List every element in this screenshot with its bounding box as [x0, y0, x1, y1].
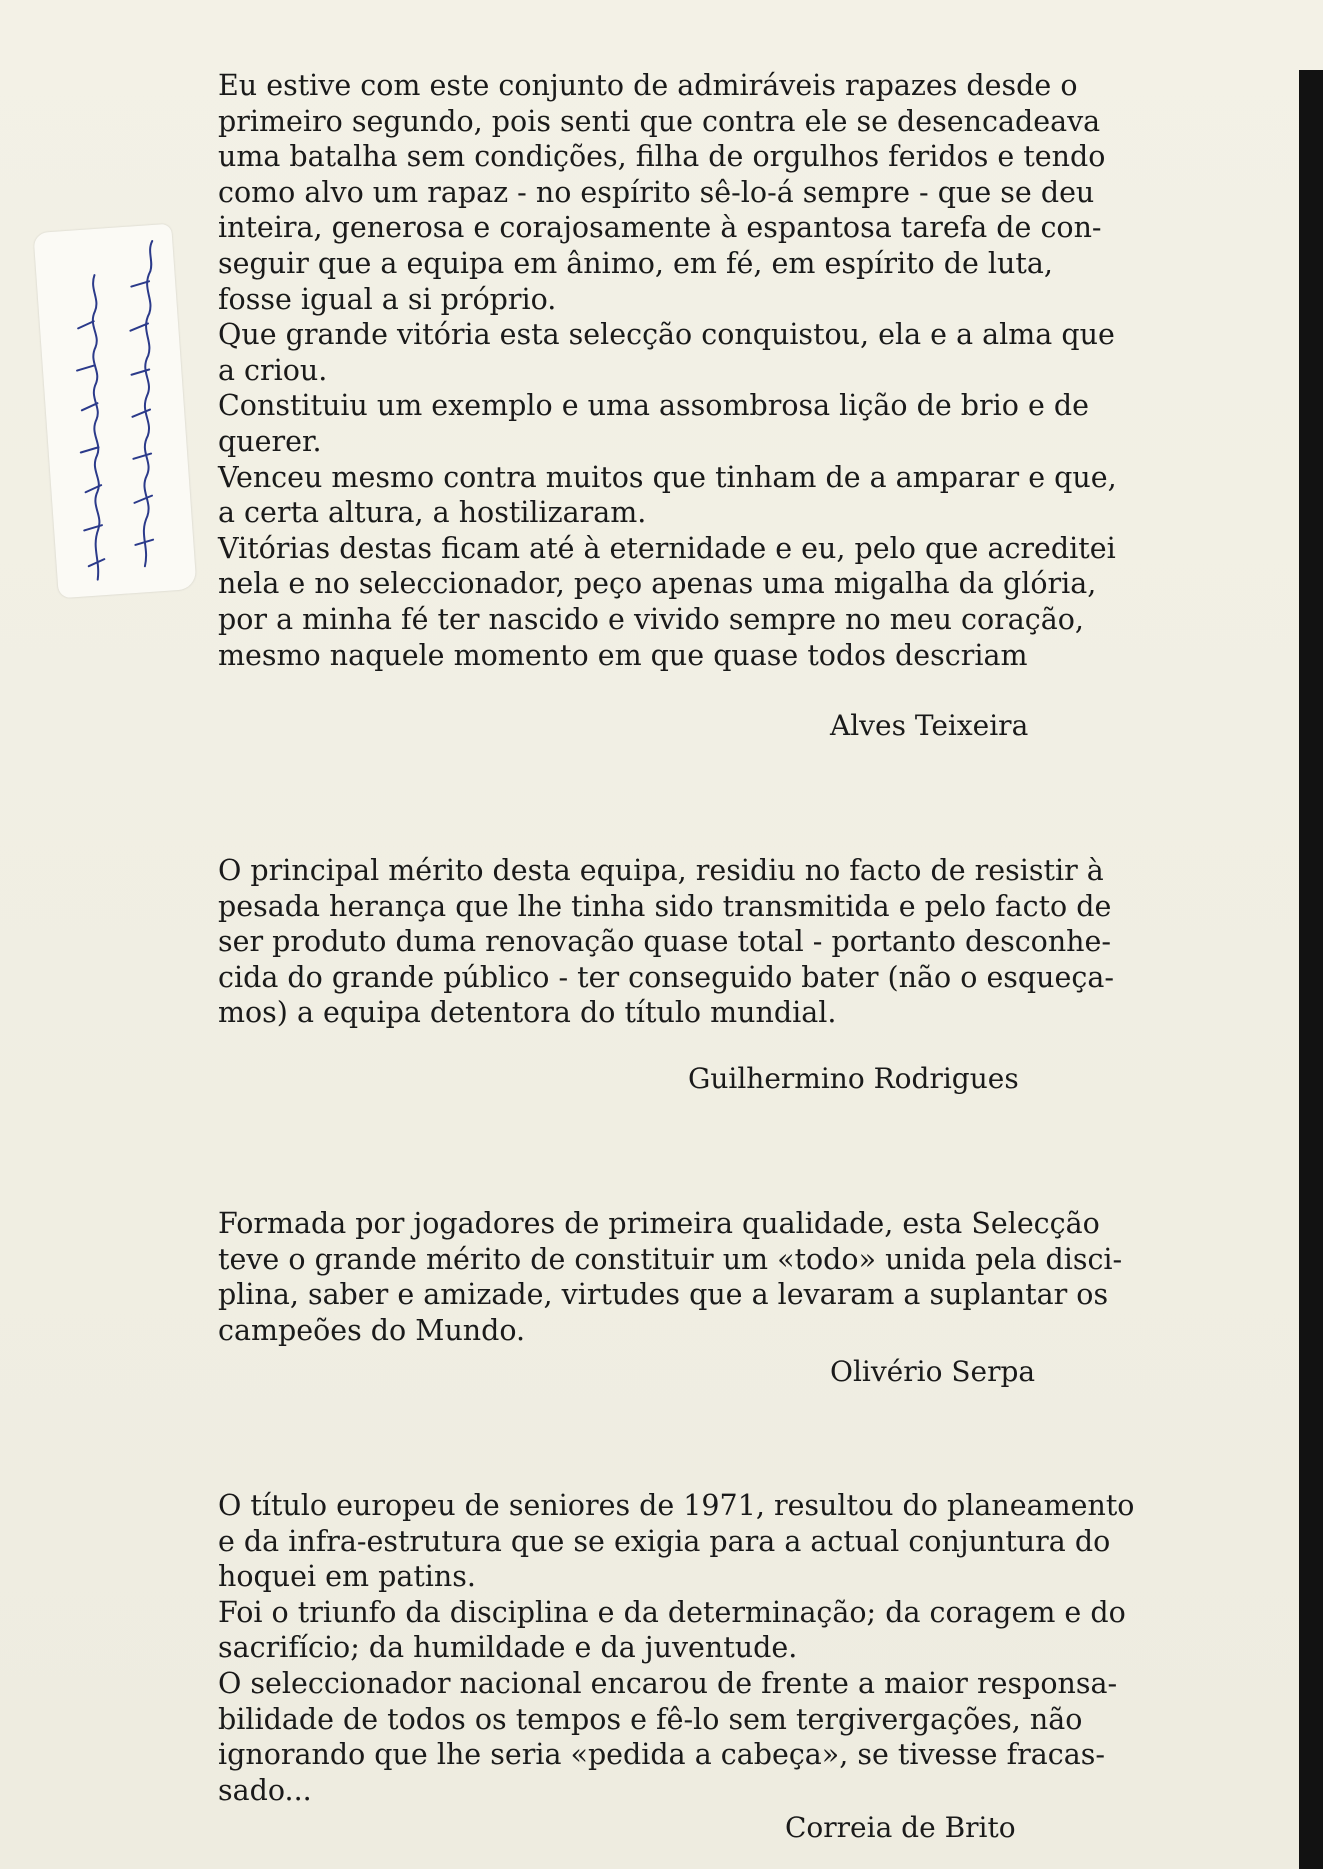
text-line: uma batalha sem condições, filha de orgulhos feridos e tendo: [218, 140, 1106, 174]
testimony-paragraph: [218, 1488, 1218, 1808]
text-line: ser produto duma renovação quase total - portanto desconhe-: [218, 925, 1112, 959]
text-line: seguir que a equipa em ânimo, em fé, em espírito de luta,: [218, 246, 1053, 280]
text-line: Que grande vitória esta selecção conquistou, ela e a alma que: [218, 318, 1115, 352]
text-line: primeiro segundo, pois senti que contra ele se desencadeava: [218, 104, 1101, 138]
text-line: nela e no seleccionador, peço apenas uma migalha da glória,: [218, 567, 1097, 601]
text-line: teve o grande mérito de constituir um «todo» unida pela disci-: [218, 1242, 1123, 1276]
author-signature: Alves Teixeira: [830, 709, 1029, 742]
author-signature: Olivério Serpa: [830, 1355, 1036, 1388]
text-line: Vitórias destas ficam até à eternidade e eu, pelo que acreditei: [218, 531, 1116, 565]
text-line: fosse igual a si próprio.: [218, 282, 557, 316]
text-line: ignorando que lhe seria «pedida a cabeça», se tivesse fracas-: [218, 1738, 1105, 1772]
text-line: O principal mérito desta equipa, residiu no facto de resistir à: [218, 854, 1104, 887]
text-line: O título europeu de seniores de 1971, resultou do planeamento: [218, 1489, 1135, 1522]
text-line: hoquei em patins.: [218, 1560, 476, 1594]
testimony-paragraph: [218, 853, 1218, 1031]
text-line: Constituiu um exemplo e uma assombrosa lição de brio e de: [218, 389, 1089, 423]
testimony-section: [218, 1206, 1218, 1388]
author-signature: Guilhermino Rodrigues: [688, 1062, 1019, 1095]
text-line: Formada por jogadores de primeira qualidade, esta Selecção: [218, 1207, 1100, 1240]
text-line: campeões do Mundo.: [218, 1313, 526, 1347]
text-line: pesada herança que lhe tinha sido transmitida e pelo facto de: [218, 889, 1112, 923]
binding-edge: [1299, 70, 1323, 1869]
text-line: sacrifício; da humildade e da juventude.: [218, 1631, 798, 1665]
text-line: como alvo um rapaz - no espírito sê-lo-á sempre - que se deu: [218, 175, 1095, 209]
text-line: sado...: [218, 1773, 312, 1807]
text-line: cida do grande público - ter conseguido bater (não o esqueça-: [218, 960, 1114, 994]
text-line: Venceu mesmo contra muitos que tinham de a amparar e que,: [218, 460, 1117, 494]
testimony-section: [218, 853, 1218, 1095]
text-line: a certa altura, a hostilizaram.: [218, 496, 647, 530]
text-line: plina, saber e amizade, virtudes que a levaram a suplantar os: [218, 1278, 1109, 1312]
handwritten-note: [33, 224, 196, 599]
text-line: por a minha fé ter nascido e vivido sempre no meu coração,: [218, 602, 1084, 636]
text-line: mesmo naquele momento em que quase todos descriam: [218, 638, 1028, 672]
text-line: a criou.: [218, 353, 328, 387]
testimony-paragraph: [218, 68, 1218, 673]
testimony-paragraph: [218, 1206, 1218, 1348]
text-line: e da infra-estrutura que se exigia para a actual conjuntura do: [218, 1524, 1111, 1558]
text-line: Eu estive com este conjunto de admiráveis rapazes desde o: [218, 69, 1078, 102]
text-line: mos) a equipa detentora do título mundial.: [218, 996, 837, 1030]
author-signature: Correia de Brito: [785, 1811, 1016, 1844]
text-line: querer.: [218, 424, 322, 458]
text-line: bilidade de todos os tempos e fê-lo sem tergivergações, não: [218, 1702, 1083, 1736]
testimony-section: [218, 1488, 1218, 1844]
text-line: Foi o triunfo da disciplina e da determinação; da coragem e do: [218, 1595, 1126, 1629]
testimony-section: [218, 68, 1218, 742]
text-line: O seleccionador nacional encarou de frente a maior responsa-: [218, 1666, 1118, 1700]
handwriting-signature-icon: [33, 224, 196, 599]
text-line: inteira, generosa e corajosamente à espantosa tarefa de con-: [218, 211, 1102, 245]
